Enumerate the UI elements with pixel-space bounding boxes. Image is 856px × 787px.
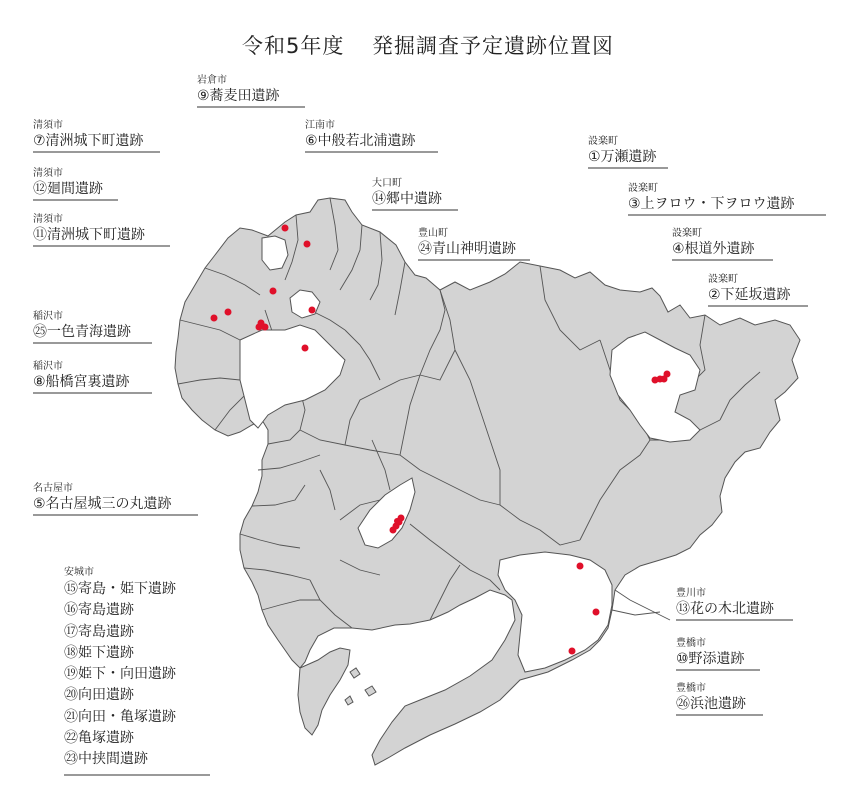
label-site: ④根道外遺跡 <box>672 241 755 257</box>
label-s5 <box>33 482 172 513</box>
marker-s25 <box>225 309 232 316</box>
marker-s14 <box>304 241 311 248</box>
label-city: 稲沢市 <box>33 311 63 322</box>
marker-s12 <box>262 324 269 331</box>
label-city: 安城市 <box>64 567 94 578</box>
label-city: 清須市 <box>33 168 63 179</box>
label-site: ③上ヲロウ・下ヲロウ遺跡 <box>628 196 795 212</box>
label-site: ⑲姫下・向田遺跡 <box>64 666 176 683</box>
marker-s24 <box>309 307 316 314</box>
marker-s5 <box>302 345 309 352</box>
label-s25 <box>33 310 131 341</box>
label-city: 設楽町 <box>672 228 702 239</box>
label-site: ⑤名古屋城三の丸遺跡 <box>33 496 172 512</box>
label-site: ㉔青山神明遺跡 <box>418 241 516 257</box>
label-s26 <box>676 682 746 713</box>
label-site: ⑥中般若北浦遺跡 <box>305 133 416 149</box>
label-s11 <box>33 213 145 244</box>
label-city: 設楽町 <box>588 136 618 147</box>
label-city: 清須市 <box>33 120 63 131</box>
label-site: ㉕一色青海遺跡 <box>33 324 131 340</box>
label-site: ②下延坂遺跡 <box>708 287 791 303</box>
marker-s11 <box>256 324 263 331</box>
label-city: 江南市 <box>305 120 335 131</box>
label-city: 大口町 <box>372 178 402 189</box>
marker-s2 <box>664 371 671 378</box>
label-site: ①万瀬遺跡 <box>588 149 657 165</box>
label-city: 設楽町 <box>708 274 738 285</box>
marker-s9 <box>270 288 277 295</box>
label-anjo-group <box>64 566 176 771</box>
label-site: ⑳向田遺跡 <box>64 687 134 704</box>
marker-s26 <box>569 648 576 655</box>
label-city: 設楽町 <box>628 183 658 194</box>
label-s2 <box>708 273 791 304</box>
marker-s13 <box>577 563 584 570</box>
label-city: 岩倉市 <box>197 75 227 86</box>
label-site: ⑬花の木北遺跡 <box>676 601 774 617</box>
label-site: ⑧船橋宮裏遺跡 <box>33 374 130 390</box>
title-main: 令和5年度 <box>241 34 345 58</box>
label-site: ⑨蕎麦田遺跡 <box>197 88 280 104</box>
label-s1 <box>588 135 657 166</box>
label-s9 <box>197 74 280 105</box>
marker-s6 <box>282 225 289 232</box>
label-s7 <box>33 119 144 150</box>
label-city: 名古屋市 <box>33 483 73 494</box>
label-site: ㉓中挟間遺跡 <box>64 751 148 768</box>
label-site: ⑪清洲城下町遺跡 <box>33 227 145 243</box>
island <box>350 668 360 678</box>
label-s14 <box>372 177 442 208</box>
island <box>345 696 353 705</box>
island <box>365 686 376 696</box>
label-site: ⑰寄島遺跡 <box>64 623 134 640</box>
marker-s8 <box>211 315 218 322</box>
label-site: ⑯寄島遺跡 <box>64 602 134 619</box>
label-site: ㉖浜池遺跡 <box>676 696 746 712</box>
label-s10 <box>676 637 745 668</box>
owari-region <box>175 198 800 765</box>
label-s8 <box>33 360 130 391</box>
label-city: 稲沢市 <box>33 361 63 372</box>
map-title <box>0 30 856 60</box>
land-area <box>175 198 800 765</box>
label-s12 <box>33 167 103 198</box>
label-site: ⑦清洲城下町遺跡 <box>33 133 144 149</box>
marker-anjo-e <box>394 518 400 524</box>
label-site: ⑭郷中遺跡 <box>372 191 442 207</box>
label-s6 <box>305 119 416 150</box>
label-site: ㉒亀塚遺跡 <box>64 730 134 747</box>
label-s13 <box>676 587 774 618</box>
label-site: ⑮寄島・姫下遺跡 <box>64 581 176 597</box>
marker-s10 <box>593 609 600 616</box>
label-city: 豊橋市 <box>676 638 706 649</box>
label-site: ㉑向田・亀塚遺跡 <box>64 708 176 725</box>
label-s4 <box>672 227 755 258</box>
label-site: ⑱姫下遺跡 <box>64 644 134 661</box>
label-s24 <box>418 227 516 258</box>
label-city: 豊川市 <box>676 588 706 599</box>
label-city: 豊橋市 <box>676 683 706 694</box>
label-city: 豊山町 <box>418 228 448 239</box>
label-s3 <box>628 182 795 213</box>
title-sub: 発掘調査予定遺跡位置図 <box>372 34 615 58</box>
label-site: ⑫廻間遺跡 <box>33 181 103 197</box>
label-site: ⑩野添遺跡 <box>676 651 745 667</box>
label-city: 清須市 <box>33 214 63 225</box>
